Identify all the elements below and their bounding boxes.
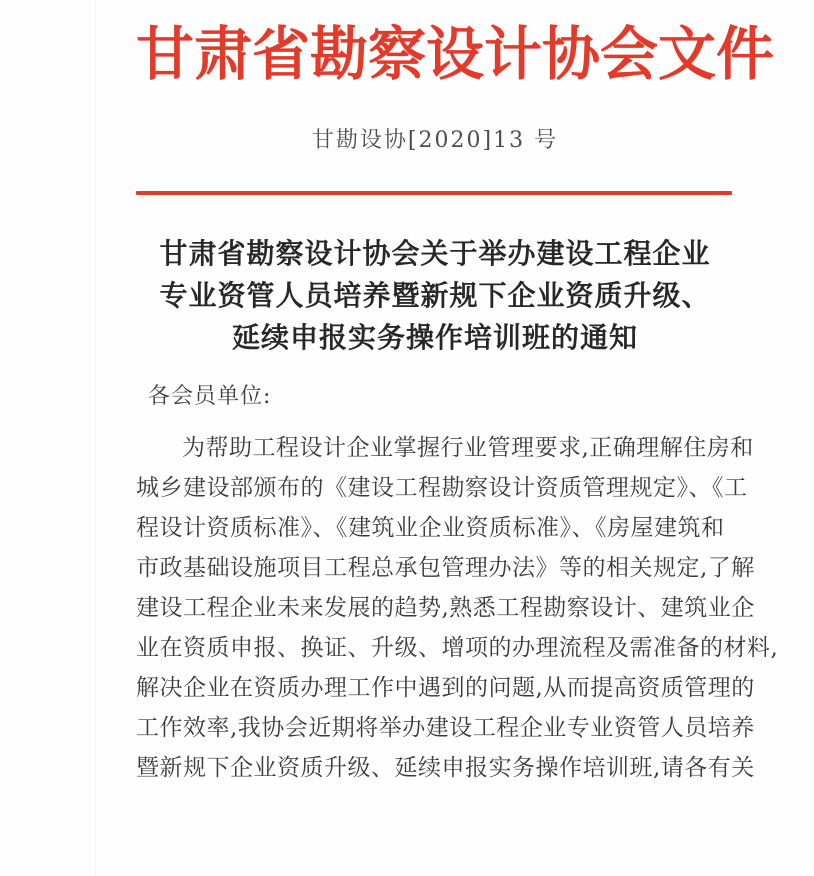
body-line: 市政基础设施项目工程总承包管理办法》等的相关规定,了解 [136,555,755,581]
scan-seam [95,0,96,876]
content-column [136,0,779,788]
body-line: 建设工程企业未来发展的趋势,熟悉工程勘察设计、建筑业企 [136,595,755,621]
document-number: 甘勘设协[2020]13 号 [311,128,559,153]
body-line: 业在资质申报、换证、升级、增项的办理流程及需准备的材料, [136,635,779,661]
letterhead-title: 甘肃省勘察设计协会文件 [136,20,775,88]
body-line: 程设计资质标准》、《建筑业企业资质标准》、《房屋建筑和 [136,515,725,541]
notice-title-line-2: 专业资管人员培养暨新规下企业资质升级、 [159,279,711,312]
body-line: 为帮助工程设计企业掌握行业管理要求,正确理解住房和 [182,435,754,461]
notice-title-line-3: 延续申报实务操作培训班的通知 [231,321,638,354]
notice-title [136,233,734,359]
body-line: 解决企业在资质办理工作中遇到的问题,从而提高资质管理的 [136,675,755,701]
red-divider [136,191,732,195]
notice-title-line-1: 甘肃省勘察设计协会关于举办建设工程企业 [159,237,711,270]
salutation: 各会员单位: [148,384,272,409]
notice-body [136,428,779,788]
body-line: 暨新规下企业资质升级、延续申报实务操作培训班,请各有关 [136,755,755,781]
body-line: 工作效率,我协会近期将举办建设工程企业专业资管人员培养 [136,715,755,741]
body-line: 城乡建设部颁布的《建设工程勘察设计资质管理规定》、《工 [136,475,748,501]
